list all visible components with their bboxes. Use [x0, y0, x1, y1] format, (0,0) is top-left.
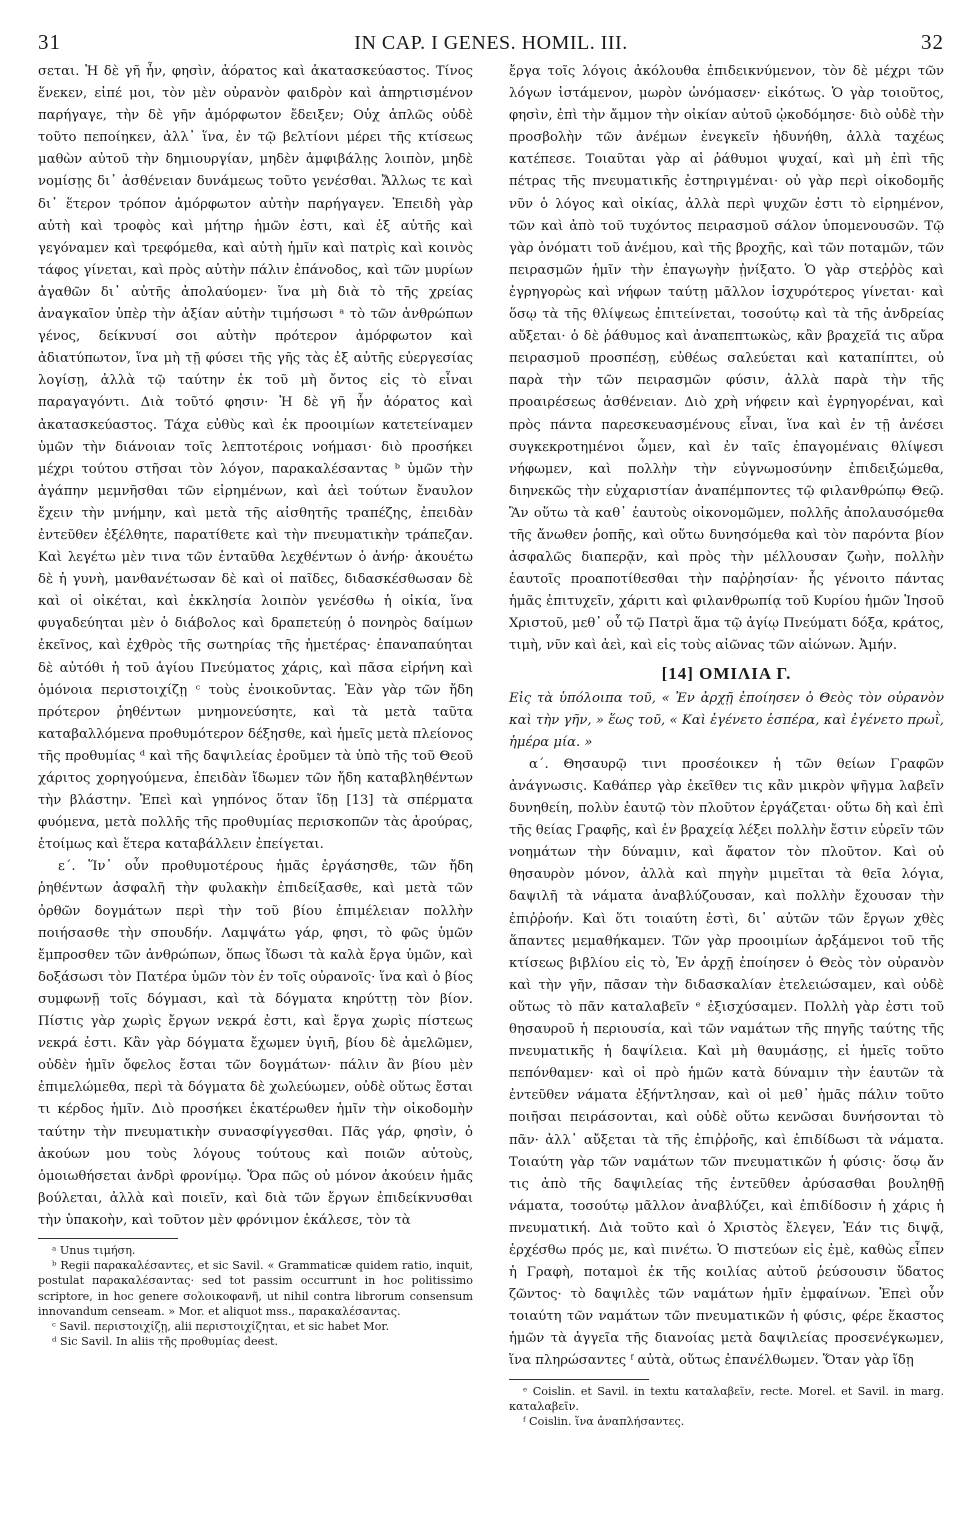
right-body-text: ἔργα τοῖς λόγοις ἀκόλουθα ἐπιδεικνύμενον, τὸν δὲ μέχρι τῶν λόγων ἱστάμενον, μωρὸν ὠνόμασεν· εἰκότως. Ὁ γὰρ τοιοῦτος, φησὶν, ἐπὶ τὴν ἄμμον τὴν οἰκίαν αὐτοῦ ᾠκοδόμησε· διὸ οὐδὲ τὴν προσβολὴν τῶν ἀνέμων ἐνεγκεῖν ἠδυνήθη, ἀλλὰ ταχέως κατέπεσε. Τοιαῦται γὰρ αἱ ῥάθυμοι ψυχαί, καὶ μὴ ἐπὶ τῆς πέτρας τῆς πνευματικῆς ἐστηριγμέναι· οὐ γὰρ περὶ οἰκοδομῆς νῦν ὁ λόγος καὶ οἰκίας, ἀλλὰ περὶ ψυχῶν ἐστι τὸ εἰρημένον, τῶν καὶ ἀπὸ τοῦ τυχόντος πειρασμοῦ σάλον ὑπομενουσῶν. Τῷ γὰρ ὀνόματι τοῦ ἀνέμου, καὶ τῆς βροχῆς, καὶ τῶν ποταμῶν, τῶν πειρασμῶν ἡμῖν τὴν ἐπαγωγὴν ᾐνίξατο. Ὁ γὰρ στεῤῥὸς καὶ ἐγρηγορὼς καὶ νήφων ταύτῃ μᾶλλον ἰσχυρότερος γίνεται· καὶ ὅσῳ τὰ τῆς θλίψεως ἐπιτείνεται, τοσούτῳ καὶ τὰ τῆς ἀνδρείας αὔξεται· ὁ δὲ ῥάθυμος καὶ ἀναπεπτωκὼς, κἂν βραχεῖά τις αὔρα πειρασμοῦ προσπέσῃ, εὐθέως σαλεύεται καὶ καταπίπτει, οὐ παρὰ τὴν τῶν πειρασμῶν φύσιν, ἀλλὰ παρὰ τὴν τῆς προαιρέσεως ἀσθένειαν. Διὸ χρὴ νήφειν καὶ ἐγρηγορέναι, καὶ πρὸς πάντα παρεσκευασμένους εἶναι, ἵνα καὶ ἐν τῇ ἀνέσει συγκεκροτημένοι ὦμεν, καὶ ἐν ταῖς ἐπαγομέναις θλίψεσι νήφωμεν, καὶ πολλὴν τὴν εὐγνωμοσύνην ἐπιδειξώμεθα, διηνεκῶς τὴν εὐχαριστίαν ἀναπέμποντες τῷ φιλανθρώπῳ Θεῷ. Ἂν οὕτω τὰ καθ᾽ ἑαυτοὺς οἰκονομῶμεν, πολλῆς ἀπολαυσόμεθα τῆς ἄνωθεν ῥοπῆς, καὶ οὕτω δυνησόμεθα καὶ τὸν παρόντα βίον ἀσφαλῶς διαπερᾷν, καὶ πρὸς τὴν μέλλουσαν ζωὴν, πολλὴν ἑαυτοῖς προαποτίθεσθαι τὴν παῤῥησίαν· ἧς γένοιτο πάντας ἡμᾶς ἐπιτυχεῖν, χάριτι καὶ φιλανθρωπίᾳ τοῦ Κυρίου ἡμῶν Ἰησοῦ Χριστοῦ, μεθ᾽ οὗ τῷ Πατρὶ ἅμα τῷ ἁγίῳ Πνεύματι δόξα, κράτος, τιμὴ, νῦν καὶ ἀεὶ, καὶ εἰς τοὺς αἰῶνας τῶν αἰώνων. Ἀμήν. — [509, 64, 944, 654]
homily-heading: [14] ΟΜΙΛΙΑ Γ. — [661, 663, 792, 683]
footnote-b: ᵇ Regii παρακαλέσαντες, et sic Savil. « Grammaticæ quidem ratio, inquit, postulat παρακαλέσαντας· sed tot passim occurrunt in hoc politissimo scriptore, in hoc genere σολοικοφανῆ, ut nihil contra librorum consensum innovandum censeam. » Mor. et aliquot mss., παρακαλέσαντας. — [38, 1259, 473, 1318]
left-body-text: σεται. Ἡ δὲ γῆ ἦν, φησὶν, ἀόρατος καὶ ἀκατασκεύαστος. Τίνος ἕνεκεν, εἰπέ μοι, τὸν μὲν οὐρανὸν φαιδρὸν καὶ ἀπηρτισμένον παρήγαγε, τὴν δὲ γῆν ἀμόρφωτον ἔδειξεν; Οὐχ ἁπλῶς οὐδὲ τοῦτο πεποίηκεν, ἀλλ᾽ ἵνα, ἐν τῷ βελτίονι μέρει τῆς κτίσεως μαθὼν αὐτοῦ τὴν δημιουργίαν, μηδὲν ἀμφιβάλῃς λοιπὸν, μηδὲ νομίσῃς δι᾽ ἀσθένειαν δυνάμεως τοῦτο γενέσθαι. Ἄλλως τε καὶ δι᾽ ἕτερον τρόπον ἀμόρφωτον αὐτὴν παρήγαγεν. Ἐπειδὴ γὰρ αὐτὴ καὶ τροφὸς καὶ μήτηρ ἡμῶν ἐστι, καὶ ἐξ αὐτῆς καὶ γεγόναμεν καὶ τρεφόμεθα, καὶ αὐτὴ ἡμῖν καὶ πατρὶς καὶ κοινὸς τάφος γίνεται, καὶ πρὸς αὐτὴν πάλιν ἐπάνοδος, καὶ τῶν μυρίων ἀγαθῶν δι᾽ αὐτῆς ἀπολαύομεν· ἵνα μὴ διὰ τὸ τῆς χρείας ἀναγκαῖον ὑπὲρ τὴν ἀξίαν αὐτὴν τιμήσωσι ᵃ τὸ τῶν ἀνθρώπων γένος, δείκνυσί σοι αὐτὴν πρότερον ἀμόρφωτον καὶ ἀδιατύπωτον, ἵνα μὴ τῇ φύσει τῆς γῆς τὰς ἐξ αὐτῆς εὐεργεσίας λογίσῃ, ἀλλὰ τῷ ταύτην ἐκ τοῦ μὴ ὄντος εἰς τὸ εἶναι παραγαγόντι. Διὰ τοῦτό φησιν· Ἡ δὲ γῆ ἦν ἀόρατος καὶ ἀκατασκεύαστος. Τάχα εὐθὺς καὶ ἐκ προοιμίων κατετείναμεν ὑμῶν τὴν διάνοιαν τοῖς λεπτοτέροις νοήμασι· διὸ προσήκει μέχρι τούτου στῆσαι τὸν λόγον, παρακαλέσαντας ᵇ ὑμῶν τὴν ἀγάπην μεμνῆσθαι τῶν εἰρημένων, καὶ ἀεὶ τούτων ἔναυλον ἔχειν τὴν μνήμην, καὶ μετὰ τῆς αἰσθητῆς τραπέζης, ἐπειδὰν ἐντεῦθεν ἐξέλθητε, παρατίθετε καὶ τὴν πνευματικὴν τράπεζαν. Καὶ λεγέτω μὲν τινα τῶν ἐνταῦθα λεχθέντων ὁ ἀνήρ· ἀκουέτω δὲ ἡ γυνὴ, μανθανέτωσαν δὲ καὶ οἱ παῖδες, διδασκέσθωσαν δὲ καὶ οἱ οἰκέται, καὶ ἐκκλησία λοιπὸν γενέσθω ἡ οἰκία, ἵνα φυγαδεύηται μὲν ὁ διάβολος καὶ δραπετεύῃ ὁ πονηρὸς δαίμων ἐκεῖνος, καὶ ἐχθρὸς τῆς σωτηρίας τῆς ἡμετέρας· ἐπαναπαύηται δὲ αὐτόθι ἡ τοῦ ἁγίου Πνεύματος χάρις, καὶ πᾶσα εἰρήνη καὶ ὁμόνοια περιστοιχίζῃ ᶜ τοὺς ἐνοικοῦντας. Ἐὰν γὰρ τῶν ἤδη πρότερον ῥηθέντων μνημονεύσητε, καὶ τὰ μετὰ ταῦτα καταβαλλόμενα προθυμότερον δέξησθε, καὶ ἡμεῖς μετὰ πλείονος τῆς προθυμίας ᵈ καὶ τῆς δαψιλείας ἐροῦμεν τὰ ὑπὸ τῆς τοῦ Θεοῦ χάριτος χορηγούμενα, ἐπειδὰν ἴδωμεν τῶν ἤδη καταβληθέντων τὴν βλάστην. Ἐπεὶ καὶ γηπόνος ὅταν ἴδῃ [13] τὰ σπέρματα φυόμενα, μετὰ πολλῆς τῆς προθυμίας περισκοπῶν τὰς ἀρούρας, ἑτοίμως καὶ ἕτερα καταβάλλειν ἐπείγεται. — [38, 64, 473, 853]
left-body-text-section-5: ε΄. Ἵν᾽ οὖν προθυμοτέρους ἡμᾶς ἐργάσησθε, τῶν ἤδη ῥηθέντων ἀσφαλῆ τὴν φυλακὴν ἐπιδείξασθε, καὶ μετὰ τῶν ὀρθῶν δογμάτων περὶ τὴν τοῦ βίου ἐπιμέλειαν πολλὴν ποιήσασθε τὴν σπουδήν. Λαμψάτω γάρ, φησι, τὸ φῶς ὑμῶν ἔμπροσθεν τῶν ἀνθρώπων, ὅπως ἴδωσι τὰ καλὰ ἔργα ὑμῶν, καὶ δοξάσωσι τὸν Πατέρα ὑμῶν τὸν ἐν τοῖς οὐρανοῖς· ἵνα καὶ ὁ βίος συμφωνῇ τοῖς δόγμασι, καὶ τὰ δόγματα κηρύττῃ τὸν βίον. Πίστις γὰρ χωρὶς ἔργων νεκρά ἐστι, καὶ ἔργα χωρὶς πίστεως νεκρά ἐστι. Κἂν γὰρ δόγματα ἔχωμεν ὑγιῆ, βίου δὲ ἀμελῶμεν, οὐδὲν ἡμῖν ὄφελος ἔσται τῶν δογμάτων· πάλιν ἂν βίου μὲν ἐπιμελώμεθα, περὶ τὰ δόγματα δὲ χωλεύωμεν, οὐδὲ οὕτως ἔσται τι κέρδος ἡμῖν. Διὸ προσήκει ἑκατέρωθεν ἡμῖν τὴν οἰκοδομὴν ταύτην τὴν πνευματικὴν συνασφίγγεσθαι. Πᾶς γάρ, φησὶν, ὁ ἀκούων μου τοὺς λόγους τούτους καὶ ποιῶν αὐτοὺς, ὁμοιωθήσεται ἀνδρὶ φρονίμῳ. Ὅρα πῶς οὐ μόνον ἀκούειν ἡμᾶς βούλεται, ἀλλὰ καὶ ποιεῖν, καὶ διὰ τῶν ἔργων ἐπιδείκνυσθαι τὴν ὑπακοὴν, καὶ τοῦτον μὲν φρόνιμον ἐκάλεσε, τὸν τὰ — [38, 859, 473, 1228]
footnote-rule — [38, 1238, 178, 1239]
running-title: IN CAP. I GENES. HOMIL. III. — [354, 32, 628, 54]
footnote-c: ᶜ Savil. περιστοιχίζῃ, alii περιστοιχίζηται, et sic habet Mor. — [52, 1319, 390, 1333]
right-footnotes — [509, 1384, 944, 1430]
right-column — [509, 61, 944, 1429]
homily-incipit: Εἰς τὰ ὑπόλοιπα τοῦ, « Ἐν ἀρχῇ ἐποίησεν ὁ Θεὸς τὸν οὐρανὸν καὶ τὴν γῆν, » ἕως τοῦ, « Καὶ ἐγένετο ἑσπέρα, καὶ ἐγένετο πρωῒ, ἡμέρα μία. » — [509, 690, 944, 750]
footnote-d: ᵈ Sic Savil. In aliis τῆς προθυμίας deest. — [52, 1335, 279, 1349]
left-footnotes — [38, 1243, 473, 1349]
two-column-body — [38, 61, 944, 1429]
footnote-f: ᶠ Coislin. ἵνα ἀναπλήσαντες. — [523, 1414, 685, 1428]
page-number-right: 32 — [921, 30, 944, 54]
running-head — [38, 30, 944, 55]
footnote-a: ᵃ Unus τιμήση. — [52, 1243, 136, 1257]
footnote-rule — [509, 1379, 649, 1380]
page-number-left: 31 — [38, 30, 61, 54]
footnote-e: ᵉ Coislin. et Savil. in textu καταλαβεῖν, recte. Morel. et Savil. in marg. καταλαβεῖν. — [509, 1384, 944, 1413]
left-column — [38, 61, 473, 1429]
right-body-text-section-1: α΄. Θησαυρῷ τινι προσέοικεν ἡ τῶν θείων Γραφῶν ἀνάγνωσις. Καθάπερ γὰρ ἐκεῖθεν τις κἂν μικρὸν ψῆγμα λαβεῖν δυνηθείη, πολὺν ἑαυτῷ τὸν πλοῦτον ἐργάζεται· οὕτω δὴ καὶ ἐπὶ τῆς θείας Γραφῆς, καὶ ἐν βραχείᾳ λέξει πολλὴν ἔστιν εὑρεῖν τῶν νοημάτων τὴν δύναμιν, καὶ ἄφατον τὸν πλοῦτον. Καὶ οὐ θησαυρὸν μόνον, ἀλλὰ καὶ πηγὴν μιμεῖται τὰ θεῖα λόγια, δαψιλῆ τὰ νάματα ἀναβλύζουσαν, καὶ πολλὴν ἔχουσαν τὴν ἐπιῤῥοήν. Καὶ ὅτι τοιαύτη ἐστὶ, δι᾽ αὐτῶν τῶν ἔργων χθὲς ἅπαντες μεμαθήκαμεν. Τῶν γὰρ προοιμίων ἀρξάμενοι τοῦ τῆς κτίσεως βιβλίου εἰς τὸ, Ἐν ἀρχῇ ἐποίησεν ὁ Θεὸς τὸν οὐρανὸν καὶ τὴν γῆν, πᾶσαν τὴν διδασκαλίαν ἐτελειώσαμεν, καὶ οὐδὲ οὕτως τὸ πᾶν καταλαβεῖν ᵉ ἐξισχύσαμεν. Πολλὴ γὰρ ἐστι τοῦ θησαυροῦ ἡ περιουσία, καὶ τῶν ναμάτων τῆς πηγῆς ταύτης τῆς πνευματικῆς ἡ δαψίλεια. Καὶ μὴ θαυμάσῃς, εἰ ἡμεῖς τοῦτο πεπόνθαμεν· καὶ οἱ πρὸ ἡμῶν κατὰ δύναμιν τὴν ἑαυτῶν τὰ ἐντεῦθεν νάματα ἐξήντλησαν, καὶ οἱ μεθ᾽ ἡμᾶς πάλιν τοῦτο ποιῆσαι πειράσονται, καὶ οὐδὲ οὕτω κενῶσαι δυνήσονται τὸ πᾶν· ἀλλ᾽ αὔξεται τὰ τῆς ἐπιῤῥοῆς, καὶ ἐπιδίδωσι τὰ νάματα. Τοιαύτη γὰρ τῶν ναμάτων τῶν πνευματικῶν ἡ φύσις· ὅσῳ ἄν τις ἀπὸ τῆς δαψιλείας τῆς ἐντεῦθεν ἀρύσασθαι βουληθῇ νάματα, τοσούτῳ μᾶλλον ἀναβλύζει, καὶ ἐπιδίδοσιν ἡ χάρις ἡ πνευματική. Διὰ τοῦτο καὶ ὁ Χριστὸς ἔλεγεν, Ἐάν τις διψᾷ, ἐρχέσθω πρός με, καὶ πινέτω. Ὁ πιστεύων εἰς ἐμὲ, καθὼς εἶπεν ἡ Γραφὴ, ποταμοὶ ἐκ τῆς κοιλίας αὐτοῦ ῥεύσουσιν ὕδατος ζῶντος· τὸ δαψιλὲς τῶν ναμάτων ἡμῖν ἐμφαίνων. Ἐπεὶ οὖν τοιαύτη τῶν ναμάτων τῶν πνευματικῶν ἡ φύσις, φέρε ἕκαστος ἡμῶν τὰ ἀγγεῖα τῆς διανοίας μετὰ δαψιλείας προσενέγκωμεν, ἵνα πληρώσαντες ᶠ αὐτὰ, οὕτως ἐπανέλθωμεν. Ὅταν γὰρ ἴδῃ — [509, 756, 944, 1369]
